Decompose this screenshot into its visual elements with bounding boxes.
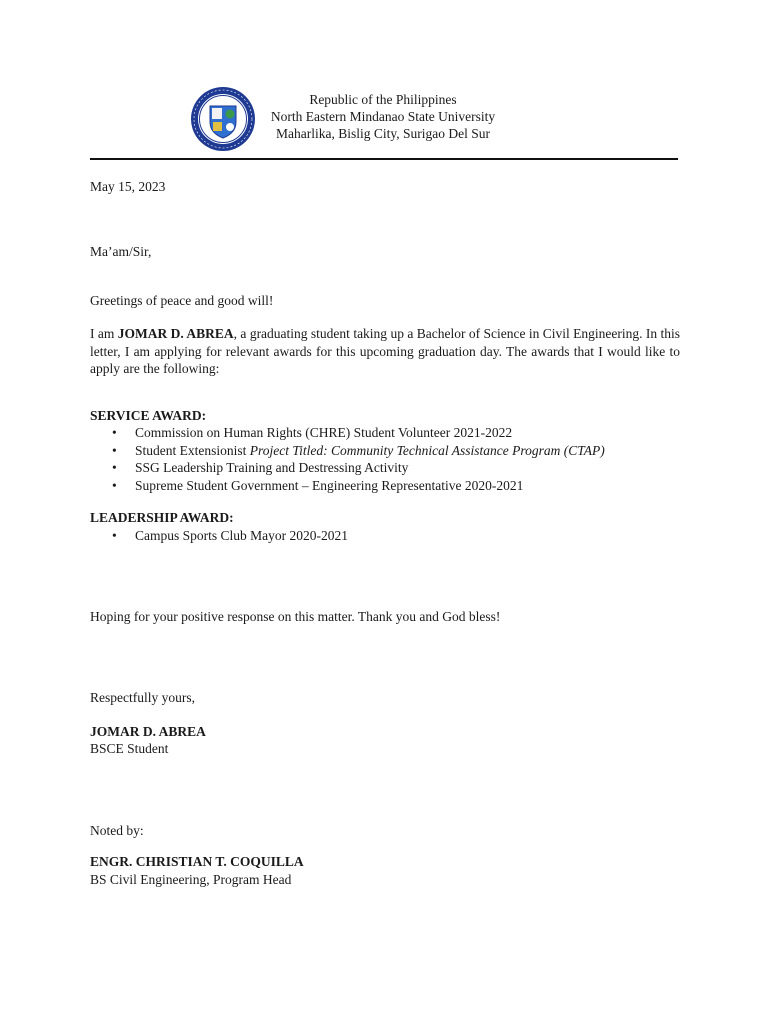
noted-by-title: BS Civil Engineering, Program Head: [90, 872, 292, 887]
bullet-icon: •: [112, 528, 117, 543]
greeting: Greetings of peace and good will!: [90, 293, 274, 308]
applicant-name: JOMAR D. ABREA: [117, 326, 234, 341]
list-item: • SSG Leadership Training and Destressing Activity: [112, 460, 409, 475]
closing-line: Hoping for your positive response on this matter. Thank you and God bless!: [90, 609, 501, 624]
service-award-heading: SERVICE AWARD:: [90, 408, 207, 423]
list-item: • Commission on Human Rights (CHRE) Student Volunteer 2021-2022: [112, 425, 513, 440]
salutation: Ma’am/Sir,: [90, 244, 152, 259]
list-item: • Student Extensionist Project Titled: Community Technical Assistance Program (CTAP): [112, 442, 605, 458]
intro-paragraph: [90, 325, 680, 378]
sender-name: JOMAR D. ABREA: [90, 724, 206, 739]
letter-date: May 15, 2023: [90, 179, 166, 194]
leadership-award-heading: LEADERSHIP AWARD:: [90, 510, 234, 525]
noted-by-label: Noted by:: [90, 823, 144, 838]
intro-body: , a graduating student taking up a Bachelor of Science in Civil Engineering. In this letter, I am applying for relevant awards for this upcoming graduation day. The awards that I would like to apply are the following:: [90, 326, 680, 376]
list-item: • Supreme Student Government – Engineering Representative 2020-2021: [112, 477, 524, 493]
bullet-icon: •: [112, 425, 117, 440]
service-award-list: [112, 424, 605, 494]
letterhead-line-address: Maharlika, Bislig City, Surigao Del Sur: [276, 126, 490, 141]
intro-prefix: I am: [90, 326, 118, 341]
letterhead-line-country: Republic of the Philippines: [309, 92, 457, 107]
noted-by-name: ENGR. CHRISTIAN T. COQUILLA: [90, 854, 304, 869]
bullet-icon: •: [112, 442, 117, 458]
bullet-icon: •: [112, 477, 117, 493]
letterhead-line-university: North Eastern Mindanao State University: [270, 109, 496, 124]
list-item: • Campus Sports Club Mayor 2020-2021: [112, 528, 349, 543]
header-divider: [90, 158, 678, 160]
bullet-icon: •: [112, 460, 117, 475]
valediction: Respectfully yours,: [90, 690, 195, 705]
sender-title: BSCE Student: [90, 741, 169, 756]
leadership-award-list: [112, 527, 348, 545]
